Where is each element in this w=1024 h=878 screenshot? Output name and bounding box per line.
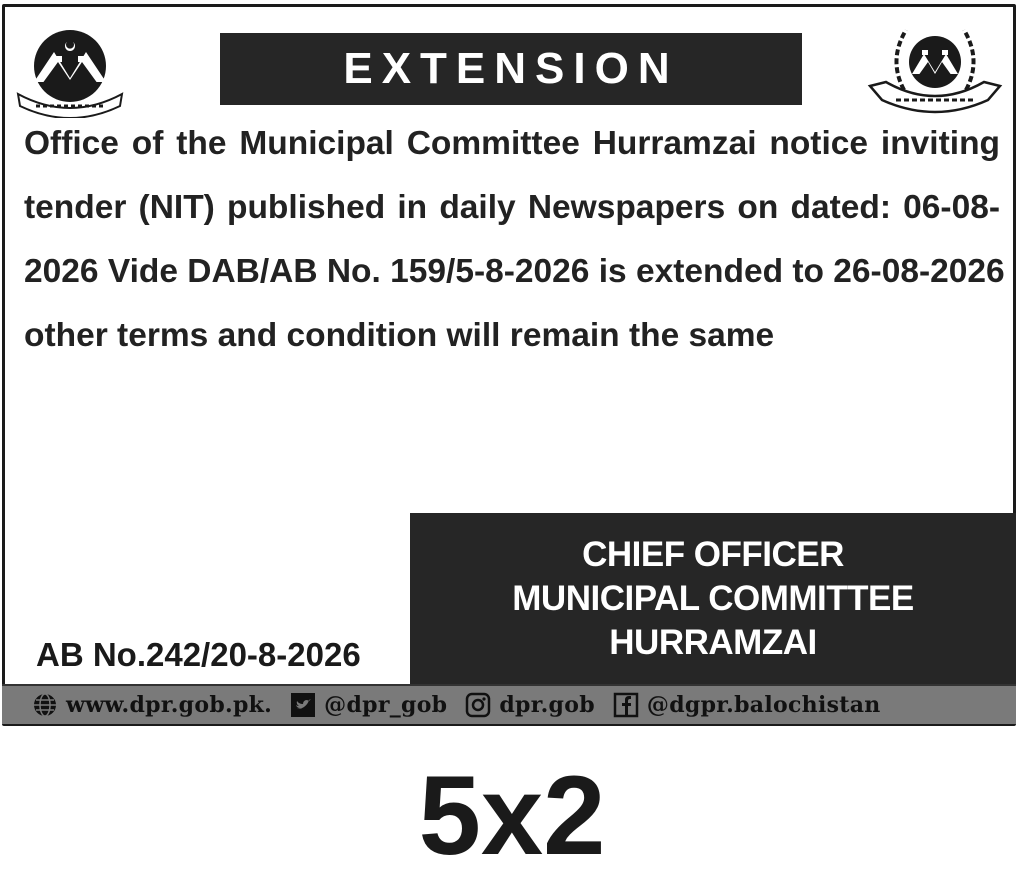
twitter-icon: [290, 692, 316, 718]
footer-facebook[interactable]: [613, 692, 881, 718]
footer-website[interactable]: [32, 692, 272, 718]
twitter-handle[interactable]: @dpr_gob: [324, 692, 448, 718]
body-line-4: other terms and condition will remain the same: [24, 317, 775, 354]
ab-number: AB No.242/20-8-2026: [36, 636, 361, 673]
instagram-icon: [465, 692, 491, 718]
ad-size-label: 5x2: [418, 753, 606, 878]
globe-icon: [32, 692, 58, 718]
balochistan-emblem-icon: [14, 22, 126, 118]
instagram-handle[interactable]: dpr.gob: [499, 692, 595, 718]
footer-contact-bar: [2, 684, 1016, 724]
body-line-3: 2026 Vide DAB/AB No. 159/5-8-2026 is extended to 26-08-2026: [24, 253, 1005, 290]
facebook-icon: [613, 692, 639, 718]
signatory-location: HURRAMZAI: [609, 623, 817, 662]
website-link[interactable]: www.dpr.gob.pk.: [66, 692, 273, 718]
title-banner: [220, 33, 802, 105]
signatory-box: [410, 513, 1016, 685]
facebook-handle[interactable]: @dgpr.balochistan: [646, 692, 881, 718]
dgpr-emblem-icon: [866, 20, 1004, 120]
footer-twitter[interactable]: [290, 692, 447, 718]
footer-instagram[interactable]: [465, 692, 595, 718]
notice-title: EXTENSION: [343, 44, 679, 93]
signatory-office: MUNICIPAL COMMITTEE: [512, 579, 914, 618]
notice-body: [24, 112, 1005, 368]
body-line-2: tender (NIT) published in daily Newspapers on dated: 06-08-: [24, 189, 1000, 226]
body-line-1: Office of the Municipal Committee Hurramzai notice inviting: [24, 125, 1000, 162]
signatory-title: CHIEF OFFICER: [582, 535, 844, 574]
